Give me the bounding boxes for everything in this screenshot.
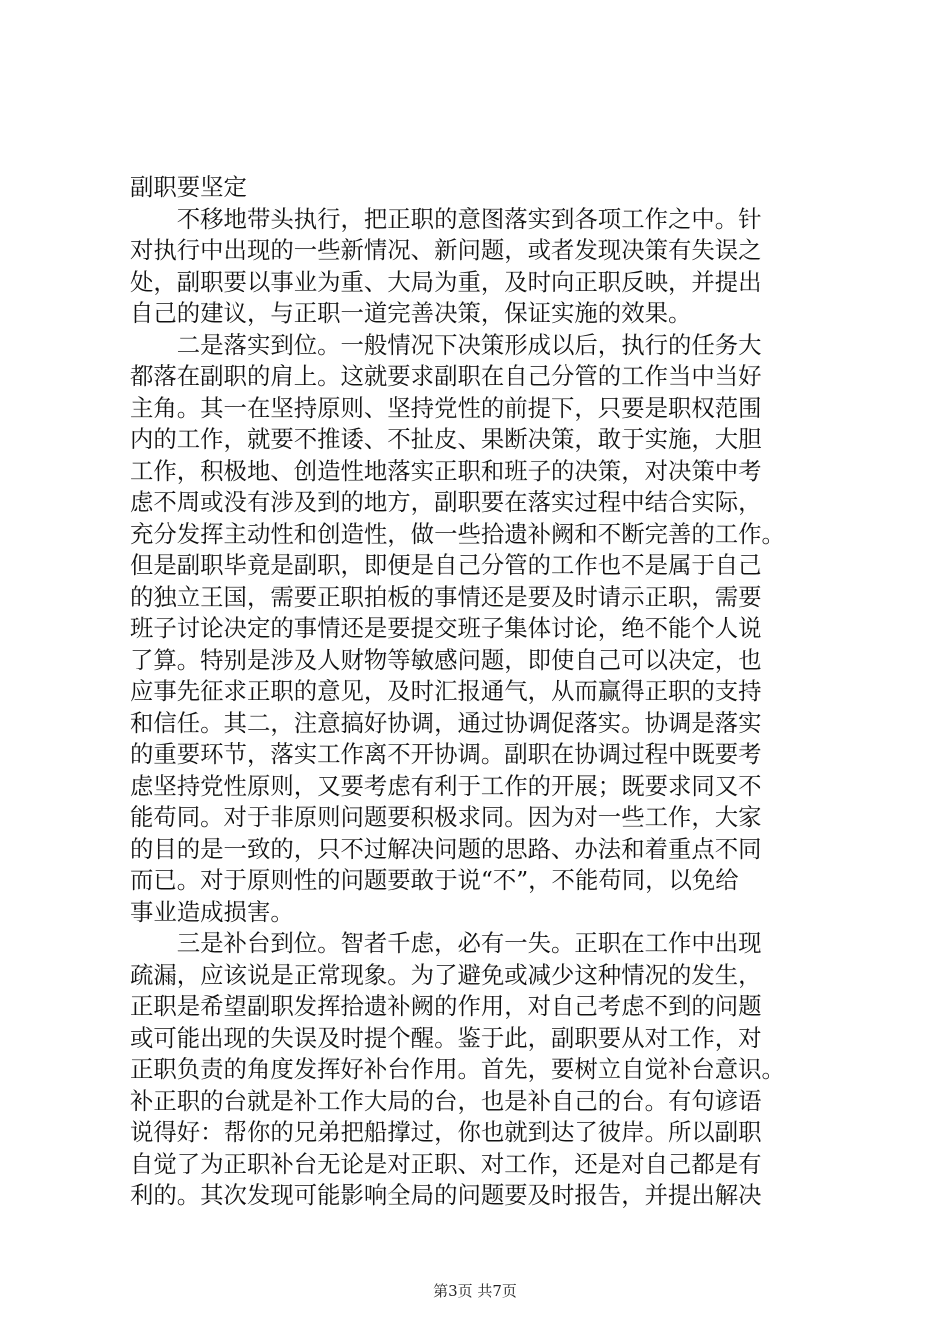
text-line: 班子讨论决定的事情还是要提交班子集体讨论，绝不能个人说 [130,614,762,642]
text-line: 副职要坚定 [130,173,247,201]
text-line: 而已。对于原则性的问题要敢于说“不”，不能苟同，以免给 [130,866,739,894]
text-line: 虑不周或没有涉及到的地方，副职要在落实过程中结合实际， [130,488,762,516]
page-footer: 第3页 共7页 [433,1282,517,1300]
text-line: 不移地带头执行，把正职的意图落实到各项工作之中。针 [130,204,762,233]
text-line: 三是补台到位。智者千虑，必有一失。正职在工作中出现 [130,929,762,957]
text-line: 或可能出现的失误及时提个醒。鉴于此，副职要从对工作，对 [130,1023,762,1052]
text-line: 处，副职要以事业为重、大局为重，及时向正职反映，并提出 [130,267,762,296]
text-line: 自己的建议，与正职一道完善决策，保证实施的效果。 [130,299,692,327]
text-line: 但是副职毕竟是副职，即便是自己分管的工作也不是属于自己 [130,551,762,579]
text-line: 的重要环节，落实工作离不开协调。副职在协调过程中既要考 [130,740,762,768]
text-line: 虑坚持党性原则，又要考虑有利于工作的开展；既要求同又不 [130,771,762,800]
text-line: 了算。特别是涉及人财物等敏感问题，即使自己可以决定，也 [130,645,762,674]
text-line: 正职负责的角度发挥好补台作用。首先，要树立自觉补台意识。 [130,1055,785,1083]
text-line: 主角。其一在坚持原则、坚持党性的前提下，只要是职权范围 [130,393,762,422]
text-line: 对执行中出现的一些新情况、新问题，或者发现决策有失误之 [130,236,762,264]
text-line: 工作，积极地、创造性地落实正职和班子的决策，对决策中考 [130,456,762,485]
text-line: 能苟同。对于非原则问题要积极求同。因为对一些工作，大家 [130,803,762,831]
text-line: 正职是希望副职发挥拾遗补阙的作用，对自己考虑不到的问题 [130,992,762,1020]
text-line: 事业造成损害。 [130,897,294,926]
body-text [130,172,850,1212]
text-line: 内的工作，就要不推诿、不扯皮、果断决策，敢于实施，大胆 [130,425,762,453]
text-line: 二是落实到位。一般情况下决策形成以后，执行的任务大 [130,330,762,359]
text-line: 都落在副职的肩上。这就要求副职在自己分管的工作当中当好 [130,362,762,390]
text-line: 疏漏，应该说是正常现象。为了避免或减少这种情况的发生， [130,960,762,989]
text-line: 和信任。其二，注意搞好协调，通过协调促落实。协调是落实 [130,708,762,737]
text-line: 的独立王国，需要正职拍板的事情还是要及时请示正职，需要 [130,582,762,611]
text-line: 说得好：帮你的兄弟把船撑过，你也就到达了彼岸。所以副职 [130,1118,762,1146]
text-line: 自觉了为正职补台无论是对正职、对工作，还是对自己都是有 [130,1149,762,1178]
text-line: 的目的是一致的，只不过解决问题的思路、办法和着重点不同 [130,834,762,863]
text-line: 补正职的台就是补工作大局的台，也是补自己的台。有句谚语 [130,1086,762,1115]
text-line: 应事先征求正职的意见，及时汇报通气，从而赢得正职的支持 [130,677,762,705]
text-line: 利的。其次发现可能影响全局的问题要及时报告，并提出解决 [130,1181,762,1209]
text-line: 充分发挥主动性和创造性，做一些拾遗补阙和不断完善的工作。 [130,519,785,548]
